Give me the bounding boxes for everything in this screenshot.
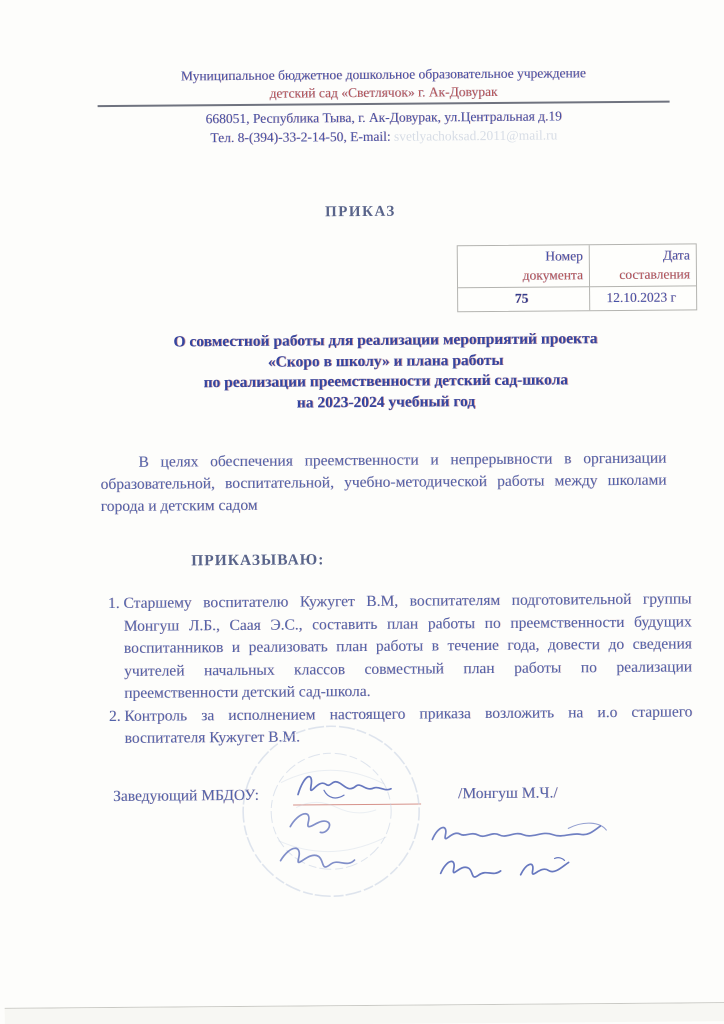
org-name-line2: детский сад «Светлячок» г. Ак-Довурак bbox=[269, 83, 498, 101]
signature-scribble-main bbox=[298, 776, 391, 795]
signature-role: Заведующий МБДОУ: bbox=[112, 786, 259, 805]
signature-scribble-right2 bbox=[441, 861, 569, 878]
signature-scribble-main-tail bbox=[324, 790, 344, 798]
org-name-line1: Муниципальное бюджетное дошкольное образовательное учреждение bbox=[180, 65, 586, 84]
order-number-table bbox=[457, 243, 698, 312]
table-header-date: Дата составления bbox=[590, 244, 696, 287]
signature-scribble-left3 bbox=[280, 848, 354, 868]
signature-block bbox=[112, 783, 697, 805]
letterhead bbox=[45, 63, 721, 104]
handwritten-signatures bbox=[228, 746, 659, 899]
order-preamble: В целях обеспечения преемственности и непрерывности в организации образовательной, воспитательной, учебно-методической работы между школами города и детским садом bbox=[100, 449, 667, 516]
signature-scribble-left2 bbox=[290, 814, 329, 833]
signature-scribble-right1 bbox=[432, 826, 600, 839]
org-phone-email bbox=[46, 124, 722, 148]
resolve-word: ПРИКАЗЫВАЮ: bbox=[191, 551, 325, 570]
order-title-line: на 2023-2024 учебный год bbox=[296, 392, 476, 412]
table-header-number: Номер документа bbox=[458, 245, 590, 288]
signature-name: /Монгуш М.Ч./ bbox=[457, 784, 558, 803]
order-heading: ПРИКАЗ bbox=[324, 203, 396, 221]
order-title-line: «Скоро в школу» и плана работы bbox=[267, 351, 504, 371]
order-items bbox=[99, 588, 692, 750]
signature-scribble-right1-flourish bbox=[568, 823, 606, 830]
order-title bbox=[47, 328, 724, 415]
org-phone: Тел. 8-(394)-33-2-14-50, E-mail: bbox=[210, 128, 391, 146]
signature-line bbox=[293, 804, 421, 806]
order-date-value: 12.10.2023 г bbox=[606, 289, 677, 306]
org-email: svetlyachoksad.2011@mail.ru bbox=[393, 127, 558, 144]
letterhead-contacts bbox=[46, 105, 722, 148]
signature-scribble-right2-dot bbox=[555, 858, 565, 861]
order-number-value: 75 bbox=[458, 287, 590, 311]
org-address: 668051, Республика Тыва, г. Ак-Довурак, ул.Центральная д.19 bbox=[205, 108, 562, 127]
order-item-2: 2. Контроль за исполнением настоящего приказа возложить на и.о старшего воспитателя Кужугет В.М. bbox=[124, 701, 692, 750]
order-item-1: 1. Старшему воспитателю Кужугет В.М, воспитателям подготовительной группы Монгуш Л.Б., Саая Э.С., составить план работы по преемственности будущих воспитанников и реализовать план работы в течение года, довести до сведения учителей начальных классов совместный план работы по реализации преемственности детский сад-школа. bbox=[123, 588, 692, 705]
order-title-line: по реализации преемственности детский сад-школа bbox=[203, 371, 569, 392]
order-title-line: О совместной работы для реализации мероприятий проекта bbox=[173, 330, 598, 351]
